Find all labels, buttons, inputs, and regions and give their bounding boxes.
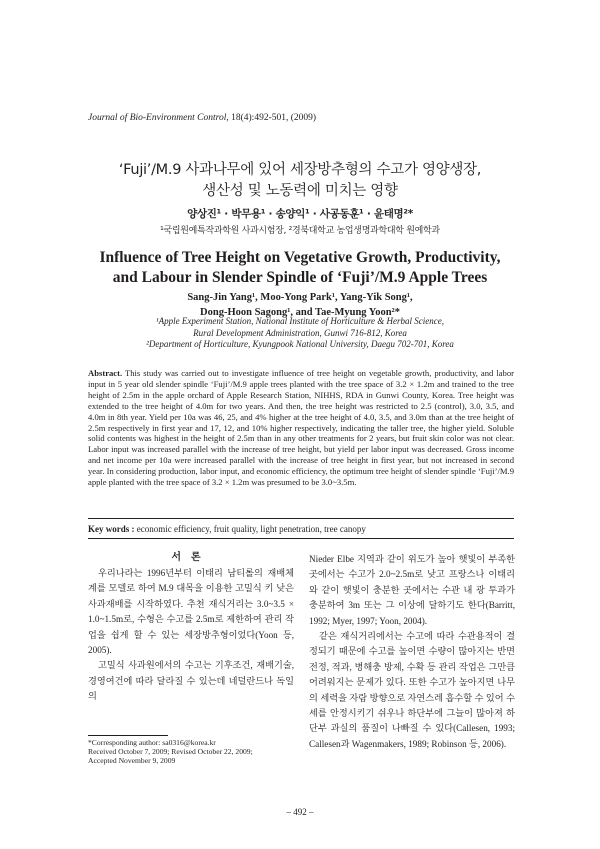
korean-title <box>60 160 540 202</box>
right-column <box>309 552 515 752</box>
abstract-text: This study was carried out to investigate influence of tree height on vegetable growth, productivity, and labor input in 5 year old slender spindle ‘Fuji’/M.9 apple trees planted with the tree space of 3.2 × 1.2m and trained to the tree height of 2.5m in the apple orchard of Apple Research Station, NIHHS, RDA in Gunwi County, Korea. Tree height was extended to the tree height of 4.0m for two years. And then, the tree height was restricted to 2.5 (control), 3.0, 3.5, and 4.0m in 8th year. Yield per 10a was 46, 25, and 4% higher at the tree height of 4.0, 3.5, and 3.0m than at the tree height of 2.5m respectively in first year and 17, 12, and 10% higher respectively, indicating the taller tree, the higher yield. Soluble solid contents was highest in the height of 2.5m than in any other treatments for 2 years, but fruit skin color was not clear. Labor input was increased parallel with the increase of tree height, but yield per labor input was decreased. Gross income and net income per 10a were increased parallel with the increase of tree height in first year, but not increased in second year. In considering production, labor input, and economic efficiency, the optimum tree height of slender spindle ‘Fuji’/M.9 apple planted with the tree space of 3.2 × 1.2m was presumed to be 3.0~3.5m. <box>88 368 514 488</box>
korean-affiliation: ¹국립원예특작과학원 사과시험장, ²경북대학교 농업생명과학대학 원예학과 <box>160 226 440 236</box>
abstract-label: Abstract. <box>88 368 123 378</box>
corresponding-author: *Corresponding author: sa0316@korea.kr <box>88 738 216 747</box>
keywords-label: Key words : <box>88 524 135 534</box>
intro-paragraph-2: 고밀식 사과원에서의 수고는 기후조건, 재배기술, 경영여건에 따라 달라질 수 있는데 네덜란드나 독일의 <box>88 660 294 702</box>
english-affiliation <box>60 316 540 351</box>
keywords <box>88 524 514 534</box>
intro-paragraph-3: Nieder Elbe 지역과 같이 위도가 높아 햇빛이 부족한 곳에서는 수고가 2.0~2.5m로 낮고 프랑스나 이태리와 같이 햇빛이 충분한 곳에서는 수관 내 광 투과가 충분하여 3m 또는 그 이상에 달하기도 한다(Barritt, 1992; Myer, 1997; Yoon, 2004). <box>309 554 515 626</box>
korean-title-line-2: 생산성 및 노동력에 미치는 영향 <box>202 183 398 199</box>
journal-name: Journal of Bio-Environment Control, <box>88 113 229 123</box>
english-authors-line-2: Dong-Hoon Sagong¹, and Tae-Myung Yoon²* <box>200 307 400 318</box>
korean-authors: 양상진¹ · 박무용¹ · 송양익¹ · 사공동훈¹ · 윤태명²* <box>187 208 413 220</box>
keywords-top-rule <box>88 518 514 519</box>
keywords-text: economic efficiency, fruit quality, light penetration, tree canopy <box>134 524 366 534</box>
journal-citation <box>88 113 316 123</box>
footnote-rule <box>88 735 168 736</box>
english-authors-line-1: Sang-Jin Yang¹, Moo-Yong Park¹, Yang-Yik Song¹, <box>187 292 413 303</box>
affiliation-line-3: ²Department of Horticulture, Kyungpook National University, Daegu 702-701, Korea <box>146 339 454 349</box>
journal-volume: 18(4):492-501, (2009) <box>228 113 317 123</box>
english-title <box>60 248 540 288</box>
korean-title-line-1: ‘Fuji’/M.9 사과나무에 있어 세장방추형의 수고가 영양생장, <box>118 162 482 178</box>
keywords-bottom-rule <box>88 538 514 539</box>
affiliation-line-1: ¹Apple Experiment Station, National Institute of Horticulture & Herbal Science, <box>155 316 445 326</box>
abstract <box>88 368 514 488</box>
affiliation-line-2: Rural Development Administration, Gunwi 716-812, Korea <box>193 327 407 338</box>
received-date: Received October 7, 2009; Revised October 22, 2009; <box>88 747 253 756</box>
intro-paragraph-4: 같은 재식거리에서는 수고에 따라 수관용적이 결정되기 때문에 수고를 높이면 수량이 많아지는 반면 전정, 적과, 병해충 방제, 수확 등 관리 작업은 그만큼 어려워지는 문제가 있다. 또한 수고가 높아지면 나무의 세력을 자람 방향으로 자연스레 흡수할 수 있어 수세를 안정시키기 쉬우나 하단부에 그늘이 많아져 하단부 과실의 품질이 나빠질 수 있다(Callesen, 1993; Callesen과 Wagenmakers, 1989; Robinson 등, 2006). <box>309 631 515 749</box>
accepted-date: Accepted November 9, 2009 <box>88 756 176 765</box>
section-heading-introduction: 서론 <box>171 552 211 563</box>
left-column <box>88 566 294 705</box>
english-title-line-1: Influence of Tree Height on Vegetative Growth, Productivity, <box>99 249 501 266</box>
intro-paragraph-1: 우리나라는 1996년부터 이태리 남티롤의 재배체계를 모델로 하여 M.9 대목을 이용한 고밀식 키 낮은 사과재배를 시작하였다. 추천 재식거리는 3.0~3.5 × 1.0~1.5m로, 수형은 수고를 2.5m로 제한하여 관리 작업을 쉽게 할 수 있는 세장방추형이었다(Yoon 등, 2005). <box>88 568 294 656</box>
page-number: – 492 – <box>286 807 314 817</box>
footnote <box>88 738 294 765</box>
english-title-line-2: and Labour in Slender Spindle of ‘Fuji’/M.9 Apple Trees <box>112 269 488 286</box>
